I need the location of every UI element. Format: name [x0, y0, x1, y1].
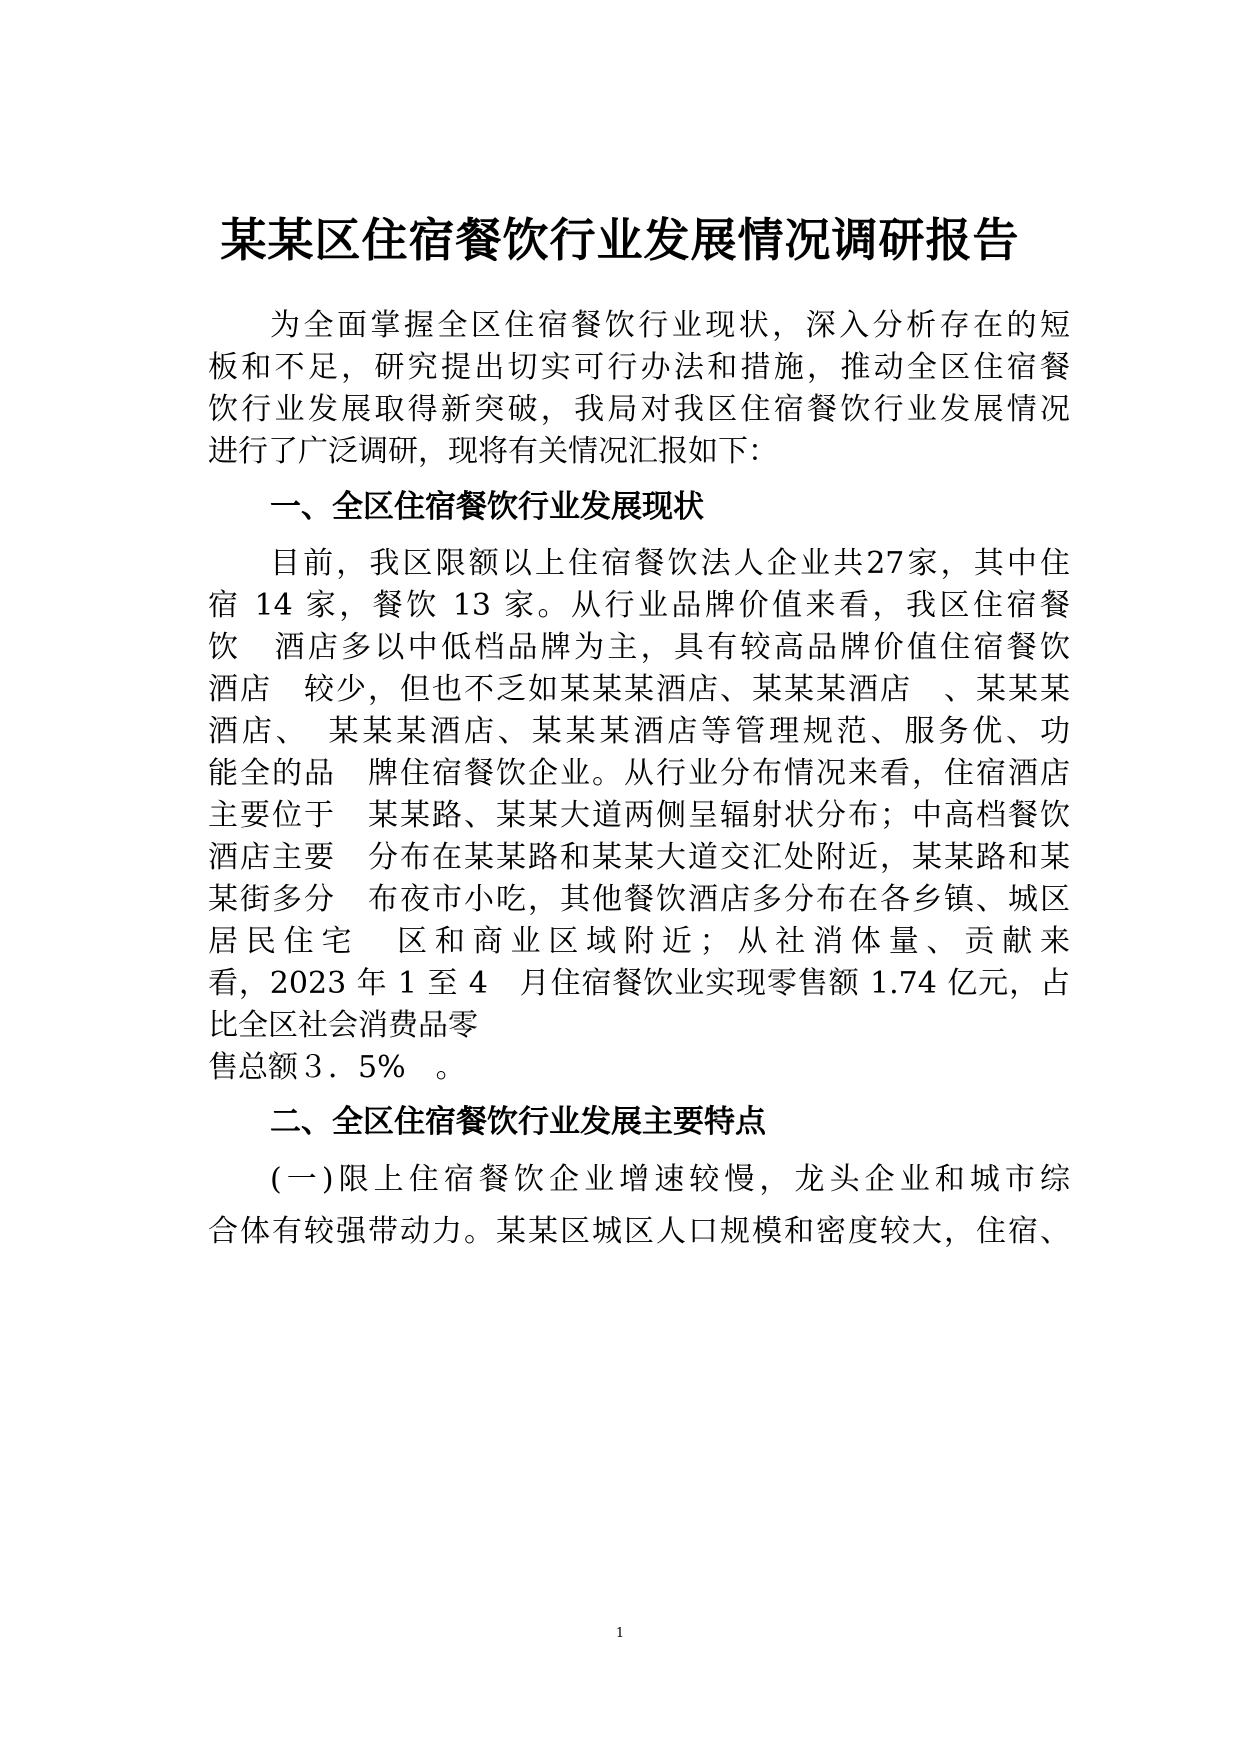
section-1-line-2: 宿 14 家，餐饮 13 家。从行业品牌价值来看，我区住宿餐	[208, 588, 1070, 623]
section-1-line-12: 比全区社会消费品零	[208, 1008, 478, 1043]
section-1-line-5: 酒店、 某某某酒店、某某某酒店等管理规范、服务优、功	[208, 714, 1070, 749]
section-1-line-3: 饮 酒店多以中低档品牌为主，具有较高品牌价值住宿餐饮	[208, 630, 1070, 665]
section-2-line-1: (一)限上住宿餐饮企业增速较慢，龙头企业和城市综	[270, 1162, 1070, 1197]
intro-line-4: 进行了广泛调研，现将有关情况汇报如下：	[208, 434, 778, 469]
intro-line-3: 饮行业发展取得新突破，我局对我区住宿餐饮行业发展情况	[208, 392, 1070, 427]
section-1-line-13: 售总额３．5% 。	[208, 1050, 466, 1085]
section-1-heading: 一、全区住宿餐饮行业发展现状	[270, 489, 704, 525]
section-2-line-2: 合体有较强带动力。某某区城区人口规模和密度较大，住宿、	[208, 1214, 1070, 1249]
section-1-line-7: 主要位于 某某路、某某大道两侧呈辐射状分布；中高档餐饮	[208, 798, 1070, 833]
document-title: 某某区住宿餐饮行业发展情况调研报告	[220, 213, 1020, 267]
intro-line-1: 为全面掌握全区住宿餐饮行业现状，深入分析存在的短	[270, 308, 1070, 343]
section-1-line-10: 居民住宅 区和商业区域附近；从社消体量、贡献来	[208, 924, 1070, 959]
section-1-line-1: 目前，我区限额以上住宿餐饮法人企业共27家，其中住	[270, 546, 1070, 581]
section-2-heading: 二、全区住宿餐饮行业发展主要特点	[270, 1104, 766, 1140]
section-1-line-4: 酒店 较少，但也不乏如某某某酒店、某某某酒店 、某某某	[208, 672, 1070, 707]
section-1-line-11: 看，2023 年 1 至 4 月住宿餐饮业实现零售额 1.74 亿元，占	[208, 966, 1070, 1001]
page-number: 1	[615, 1626, 625, 1641]
intro-line-2: 板和不足，研究提出切实可行办法和措施，推动全区住宿餐	[208, 350, 1070, 385]
section-1-line-6: 能全的品 牌住宿餐饮企业。从行业分布情况来看，住宿酒店	[208, 756, 1070, 791]
section-1-line-8: 酒店主要 分布在某某路和某某大道交汇处附近，某某路和某	[208, 840, 1070, 875]
section-1-line-9: 某街多分 布夜市小吃，其他餐饮酒店多分布在各乡镇、城区	[208, 882, 1070, 917]
